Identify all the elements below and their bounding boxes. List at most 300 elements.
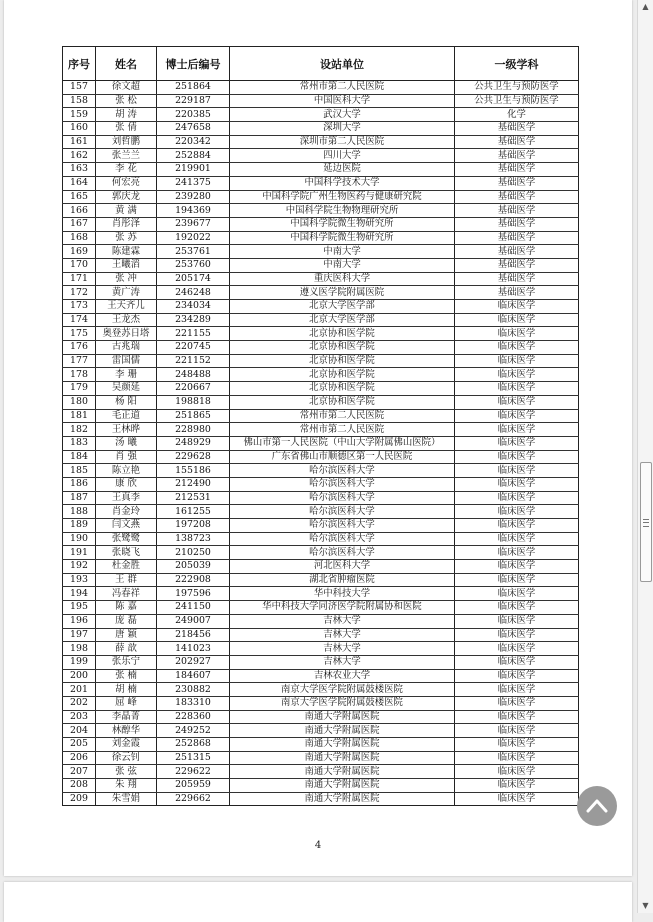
cell-institution: 北京协和医学院 [230, 341, 455, 355]
cell-row-index: 159 [63, 108, 96, 122]
cell-institution: 佛山市第一人民医院（中山大学附属佛山医院） [230, 436, 455, 450]
table-row [63, 710, 579, 724]
cell-person-name: 雷国儒 [96, 354, 157, 368]
back-to-top-button[interactable] [577, 786, 617, 826]
cell-institution: 吉林大学 [230, 642, 455, 656]
cell-institution: 哈尔滨医科大学 [230, 546, 455, 560]
cell-person-name: 张 苏 [96, 231, 157, 245]
cell-person-name: 胡 涛 [96, 108, 157, 122]
cell-postdoc-id: 251865 [157, 409, 230, 423]
cell-row-index: 168 [63, 231, 96, 245]
cell-discipline: 临床医学 [455, 628, 579, 642]
vertical-scrollbar[interactable] [637, 0, 653, 913]
cell-institution: 常州市第二人民医院 [230, 423, 455, 437]
cell-row-index: 198 [63, 642, 96, 656]
cell-row-index: 202 [63, 696, 96, 710]
table-row [63, 751, 579, 765]
next-document-page [4, 882, 632, 922]
cell-postdoc-id: 251315 [157, 751, 230, 765]
cell-discipline: 基础医学 [455, 272, 579, 286]
cell-row-index: 187 [63, 491, 96, 505]
cell-postdoc-id: 234034 [157, 300, 230, 314]
cell-row-index: 184 [63, 450, 96, 464]
cell-person-name: 李 珊 [96, 368, 157, 382]
table-row [63, 149, 579, 163]
cell-postdoc-id: 161255 [157, 505, 230, 519]
cell-postdoc-id: 184607 [157, 669, 230, 683]
cell-person-name: 毛正道 [96, 409, 157, 423]
cell-row-index: 200 [63, 669, 96, 683]
cell-person-name: 张 弦 [96, 765, 157, 779]
cell-discipline: 基础医学 [455, 286, 579, 300]
cell-row-index: 192 [63, 560, 96, 574]
cell-postdoc-id: 221152 [157, 354, 230, 368]
cell-postdoc-id: 220342 [157, 135, 230, 149]
cell-institution: 南通大学附属医院 [230, 751, 455, 765]
cell-institution: 吉林大学 [230, 628, 455, 642]
cell-institution: 中南大学 [230, 258, 455, 272]
table-row [63, 176, 579, 190]
cell-postdoc-id: 198818 [157, 395, 230, 409]
cell-postdoc-id: 221155 [157, 327, 230, 341]
table-header-row [63, 47, 579, 81]
table-row [63, 382, 579, 396]
table-row [63, 614, 579, 628]
cell-discipline: 临床医学 [455, 368, 579, 382]
cell-person-name: 王真李 [96, 491, 157, 505]
cell-discipline: 化学 [455, 108, 579, 122]
cell-discipline: 临床医学 [455, 655, 579, 669]
cell-postdoc-id: 248488 [157, 368, 230, 382]
cell-person-name: 徐文超 [96, 81, 157, 95]
cell-person-name: 何宏亮 [96, 176, 157, 190]
table-row [63, 601, 579, 615]
table-row [63, 560, 579, 574]
cell-row-index: 176 [63, 341, 96, 355]
cell-institution: 广东省佛山市顺德区第一人民医院 [230, 450, 455, 464]
cell-postdoc-id: 253761 [157, 245, 230, 259]
table-row [63, 245, 579, 259]
cell-row-index: 166 [63, 204, 96, 218]
table-row [63, 354, 579, 368]
table-row [63, 313, 579, 327]
cell-person-name: 古兆瑞 [96, 341, 157, 355]
cell-discipline: 临床医学 [455, 436, 579, 450]
cell-postdoc-id: 220667 [157, 382, 230, 396]
table-row [63, 546, 579, 560]
cell-postdoc-id: 252868 [157, 738, 230, 752]
cell-institution: 北京协和医学院 [230, 395, 455, 409]
cell-postdoc-id: 248929 [157, 436, 230, 450]
cell-person-name: 闫文燕 [96, 519, 157, 533]
cell-person-name: 朱雪娟 [96, 792, 157, 806]
cell-discipline: 临床医学 [455, 696, 579, 710]
cell-person-name: 奥登苏日塔 [96, 327, 157, 341]
table-row [63, 655, 579, 669]
cell-row-index: 167 [63, 217, 96, 231]
table-row [63, 272, 579, 286]
cell-institution: 中南大学 [230, 245, 455, 259]
cell-person-name: 刘哲鹏 [96, 135, 157, 149]
cell-discipline: 临床医学 [455, 313, 579, 327]
cell-institution: 常州市第二人民医院 [230, 81, 455, 95]
table-row [63, 491, 579, 505]
cell-discipline: 临床医学 [455, 587, 579, 601]
cell-row-index: 179 [63, 382, 96, 396]
cell-row-index: 182 [63, 423, 96, 437]
cell-discipline: 临床医学 [455, 765, 579, 779]
cell-discipline: 基础医学 [455, 204, 579, 218]
header-institution: 设站单位 [230, 47, 455, 81]
cell-discipline: 临床医学 [455, 738, 579, 752]
cell-person-name: 张 楠 [96, 669, 157, 683]
cell-row-index: 163 [63, 163, 96, 177]
header-index: 序号 [63, 47, 96, 81]
cell-discipline: 临床医学 [455, 354, 579, 368]
cell-postdoc-id: 241375 [157, 176, 230, 190]
cell-postdoc-id: 251864 [157, 81, 230, 95]
cell-row-index: 196 [63, 614, 96, 628]
cell-row-index: 189 [63, 519, 96, 533]
cell-institution: 哈尔滨医科大学 [230, 505, 455, 519]
cell-person-name: 王 群 [96, 573, 157, 587]
cell-postdoc-id: 202927 [157, 655, 230, 669]
cell-person-name: 张兰兰 [96, 149, 157, 163]
cell-institution: 延边医院 [230, 163, 455, 177]
cell-institution: 重庆医科大学 [230, 272, 455, 286]
table-row [63, 477, 579, 491]
cell-row-index: 174 [63, 313, 96, 327]
table-row [63, 204, 579, 218]
table-row [63, 81, 579, 95]
cell-discipline: 临床医学 [455, 601, 579, 615]
cell-postdoc-id: 212490 [157, 477, 230, 491]
cell-discipline: 临床医学 [455, 560, 579, 574]
cell-person-name: 胡 楠 [96, 683, 157, 697]
cell-institution: 哈尔滨医科大学 [230, 464, 455, 478]
table-row [63, 724, 579, 738]
cell-row-index: 204 [63, 724, 96, 738]
cell-postdoc-id: 183310 [157, 696, 230, 710]
cell-discipline: 临床医学 [455, 327, 579, 341]
table-row [63, 163, 579, 177]
cell-row-index: 183 [63, 436, 96, 450]
cell-person-name: 薛 歆 [96, 642, 157, 656]
cell-row-index: 207 [63, 765, 96, 779]
cell-discipline: 基础医学 [455, 190, 579, 204]
cell-postdoc-id: 246248 [157, 286, 230, 300]
table-row [63, 258, 579, 272]
cell-discipline: 临床医学 [455, 669, 579, 683]
cell-institution: 河北医科大学 [230, 560, 455, 574]
table-row [63, 464, 579, 478]
cell-row-index: 186 [63, 477, 96, 491]
cell-person-name: 王林晔 [96, 423, 157, 437]
table-row [63, 94, 579, 108]
cell-postdoc-id: 229622 [157, 765, 230, 779]
cell-person-name: 郭庆龙 [96, 190, 157, 204]
cell-institution: 北京协和医学院 [230, 368, 455, 382]
cell-postdoc-id: 220385 [157, 108, 230, 122]
cell-institution: 常州市第二人民医院 [230, 409, 455, 423]
cell-discipline: 临床医学 [455, 477, 579, 491]
cell-discipline: 临床医学 [455, 423, 579, 437]
cell-postdoc-id: 218456 [157, 628, 230, 642]
cell-row-index: 203 [63, 710, 96, 724]
cell-person-name: 屈 峰 [96, 696, 157, 710]
cell-row-index: 193 [63, 573, 96, 587]
cell-row-index: 170 [63, 258, 96, 272]
cell-institution: 华中科技大学同济医学院附属协和医院 [230, 601, 455, 615]
cell-institution: 吉林大学 [230, 655, 455, 669]
cell-discipline: 临床医学 [455, 450, 579, 464]
scrollbar-thumb[interactable] [640, 462, 652, 582]
cell-postdoc-id: 141023 [157, 642, 230, 656]
cell-person-name: 陈建霖 [96, 245, 157, 259]
cell-person-name: 张乐宁 [96, 655, 157, 669]
table-row [63, 532, 579, 546]
cell-discipline: 临床医学 [455, 751, 579, 765]
cell-person-name: 庞 磊 [96, 614, 157, 628]
cell-postdoc-id: 249007 [157, 614, 230, 628]
cell-row-index: 169 [63, 245, 96, 259]
arrow-up-icon [585, 795, 609, 817]
header-discipline: 一级学科 [455, 47, 579, 81]
chevron-up-icon[interactable]: ▲ [642, 2, 649, 11]
cell-discipline: 临床医学 [455, 614, 579, 628]
cell-row-index: 173 [63, 300, 96, 314]
cell-institution: 吉林大学 [230, 614, 455, 628]
table-row [63, 450, 579, 464]
cell-institution: 南通大学附属医院 [230, 710, 455, 724]
cell-institution: 哈尔滨医科大学 [230, 532, 455, 546]
cell-discipline: 基础医学 [455, 231, 579, 245]
cell-row-index: 172 [63, 286, 96, 300]
cell-discipline: 基础医学 [455, 245, 579, 259]
cell-institution: 中国医科大学 [230, 94, 455, 108]
table-row [63, 327, 579, 341]
table-row [63, 587, 579, 601]
table-row [63, 300, 579, 314]
cell-person-name: 黄 满 [96, 204, 157, 218]
cell-postdoc-id: 222908 [157, 573, 230, 587]
cell-row-index: 160 [63, 122, 96, 136]
cell-discipline: 公共卫生与预防医学 [455, 81, 579, 95]
table-row [63, 135, 579, 149]
cell-postdoc-id: 205959 [157, 779, 230, 793]
cell-person-name: 冯春祥 [96, 587, 157, 601]
cell-discipline: 临床医学 [455, 546, 579, 560]
cell-person-name: 汤 曦 [96, 436, 157, 450]
cell-institution: 南京大学医学院附属鼓楼医院 [230, 683, 455, 697]
cell-institution: 中国科学院广州生物医药与健康研究院 [230, 190, 455, 204]
cell-row-index: 177 [63, 354, 96, 368]
cell-postdoc-id: 212531 [157, 491, 230, 505]
cell-person-name: 张 松 [96, 94, 157, 108]
cell-postdoc-id: 247658 [157, 122, 230, 136]
cell-row-index: 171 [63, 272, 96, 286]
cell-discipline: 临床医学 [455, 519, 579, 533]
page-number: 4 [314, 840, 322, 851]
cell-discipline: 基础医学 [455, 163, 579, 177]
cell-discipline: 临床医学 [455, 724, 579, 738]
grip-icon [643, 519, 649, 527]
cell-person-name: 林醇华 [96, 724, 157, 738]
table-row [63, 505, 579, 519]
cell-institution: 北京协和医学院 [230, 354, 455, 368]
table-row [63, 341, 579, 355]
cell-person-name: 张 冲 [96, 272, 157, 286]
cell-institution: 南通大学附属医院 [230, 765, 455, 779]
cell-person-name: 杜金胜 [96, 560, 157, 574]
table-row [63, 436, 579, 450]
cell-person-name: 张鹭鹭 [96, 532, 157, 546]
cell-postdoc-id: 197596 [157, 587, 230, 601]
cell-institution: 南通大学附属医院 [230, 792, 455, 806]
cell-row-index: 188 [63, 505, 96, 519]
cell-row-index: 190 [63, 532, 96, 546]
cell-row-index: 164 [63, 176, 96, 190]
cell-discipline: 临床医学 [455, 710, 579, 724]
cell-row-index: 162 [63, 149, 96, 163]
cell-person-name: 康 欣 [96, 477, 157, 491]
cell-postdoc-id: 249252 [157, 724, 230, 738]
cell-row-index: 157 [63, 81, 96, 95]
cell-institution: 中国科学技术大学 [230, 176, 455, 190]
cell-person-name: 唐 颖 [96, 628, 157, 642]
cell-institution: 南通大学附属医院 [230, 779, 455, 793]
cell-institution: 中国科学院微生物研究所 [230, 231, 455, 245]
table-row [63, 792, 579, 806]
table-row [63, 683, 579, 697]
cell-person-name: 黄广涛 [96, 286, 157, 300]
cell-person-name: 张 倩 [96, 122, 157, 136]
table-row [63, 286, 579, 300]
table-row [63, 409, 579, 423]
table-row [63, 696, 579, 710]
cell-postdoc-id: 228980 [157, 423, 230, 437]
cell-row-index: 181 [63, 409, 96, 423]
cell-institution: 北京协和医学院 [230, 327, 455, 341]
cell-discipline: 基础医学 [455, 258, 579, 272]
cell-discipline: 临床医学 [455, 382, 579, 396]
cell-person-name: 王龙杰 [96, 313, 157, 327]
cell-institution: 中国科学院生物物理研究所 [230, 204, 455, 218]
cell-institution: 湖北省肿瘤医院 [230, 573, 455, 587]
cell-discipline: 临床医学 [455, 642, 579, 656]
cell-institution: 武汉大学 [230, 108, 455, 122]
chevron-down-icon[interactable]: ▼ [642, 901, 649, 910]
cell-postdoc-id: 205174 [157, 272, 230, 286]
cell-person-name: 李晶菁 [96, 710, 157, 724]
table-row [63, 642, 579, 656]
table-row [63, 779, 579, 793]
table-row [63, 108, 579, 122]
cell-row-index: 178 [63, 368, 96, 382]
cell-discipline: 临床医学 [455, 792, 579, 806]
cell-discipline: 基础医学 [455, 217, 579, 231]
cell-postdoc-id: 194369 [157, 204, 230, 218]
table-row [63, 628, 579, 642]
cell-institution: 中国科学院微生物研究所 [230, 217, 455, 231]
cell-discipline: 临床医学 [455, 573, 579, 587]
cell-postdoc-id: 138723 [157, 532, 230, 546]
cell-postdoc-id: 229187 [157, 94, 230, 108]
cell-postdoc-id: 234289 [157, 313, 230, 327]
cell-discipline: 基础医学 [455, 149, 579, 163]
cell-institution: 吉林农业大学 [230, 669, 455, 683]
cell-row-index: 185 [63, 464, 96, 478]
cell-row-index: 191 [63, 546, 96, 560]
cell-discipline: 公共卫生与预防医学 [455, 94, 579, 108]
cell-discipline: 基础医学 [455, 122, 579, 136]
cell-row-index: 199 [63, 655, 96, 669]
table-row [63, 669, 579, 683]
cell-row-index: 205 [63, 738, 96, 752]
cell-institution: 哈尔滨医科大学 [230, 477, 455, 491]
cell-institution: 南通大学附属医院 [230, 724, 455, 738]
cell-institution: 四川大学 [230, 149, 455, 163]
table-row [63, 217, 579, 231]
cell-discipline: 临床医学 [455, 491, 579, 505]
cell-row-index: 197 [63, 628, 96, 642]
table-row [63, 122, 579, 136]
table-row [63, 190, 579, 204]
cell-postdoc-id: 229628 [157, 450, 230, 464]
cell-institution: 遵义医学院附属医院 [230, 286, 455, 300]
cell-postdoc-id: 241150 [157, 601, 230, 615]
cell-row-index: 206 [63, 751, 96, 765]
cell-postdoc-id: 210250 [157, 546, 230, 560]
cell-postdoc-id: 253760 [157, 258, 230, 272]
postdoc-roster-table [62, 46, 579, 806]
cell-row-index: 209 [63, 792, 96, 806]
cell-institution: 北京协和医学院 [230, 382, 455, 396]
cell-discipline: 临床医学 [455, 532, 579, 546]
cell-row-index: 180 [63, 395, 96, 409]
table-row [63, 519, 579, 533]
table-row [63, 738, 579, 752]
cell-person-name: 朱 翔 [96, 779, 157, 793]
cell-person-name: 王曦滔 [96, 258, 157, 272]
cell-institution: 南京大学医学院附属鼓楼医院 [230, 696, 455, 710]
cell-discipline: 临床医学 [455, 395, 579, 409]
cell-person-name: 肖彤泽 [96, 217, 157, 231]
cell-institution: 哈尔滨医科大学 [230, 519, 455, 533]
cell-postdoc-id: 230882 [157, 683, 230, 697]
cell-discipline: 临床医学 [455, 341, 579, 355]
cell-person-name: 徐云钊 [96, 751, 157, 765]
cell-person-name: 吴颜延 [96, 382, 157, 396]
cell-row-index: 195 [63, 601, 96, 615]
cell-discipline: 临床医学 [455, 464, 579, 478]
table-row [63, 573, 579, 587]
table-row [63, 395, 579, 409]
cell-row-index: 175 [63, 327, 96, 341]
cell-institution: 深圳大学 [230, 122, 455, 136]
cell-discipline: 临床医学 [455, 779, 579, 793]
cell-postdoc-id: 205039 [157, 560, 230, 574]
cell-discipline: 临床医学 [455, 300, 579, 314]
table-body [63, 81, 579, 806]
cell-institution: 深圳市第二人民医院 [230, 135, 455, 149]
cell-institution: 哈尔滨医科大学 [230, 491, 455, 505]
cell-postdoc-id: 239677 [157, 217, 230, 231]
cell-person-name: 王天齐儿 [96, 300, 157, 314]
cell-row-index: 201 [63, 683, 96, 697]
table-row [63, 423, 579, 437]
table-row [63, 368, 579, 382]
